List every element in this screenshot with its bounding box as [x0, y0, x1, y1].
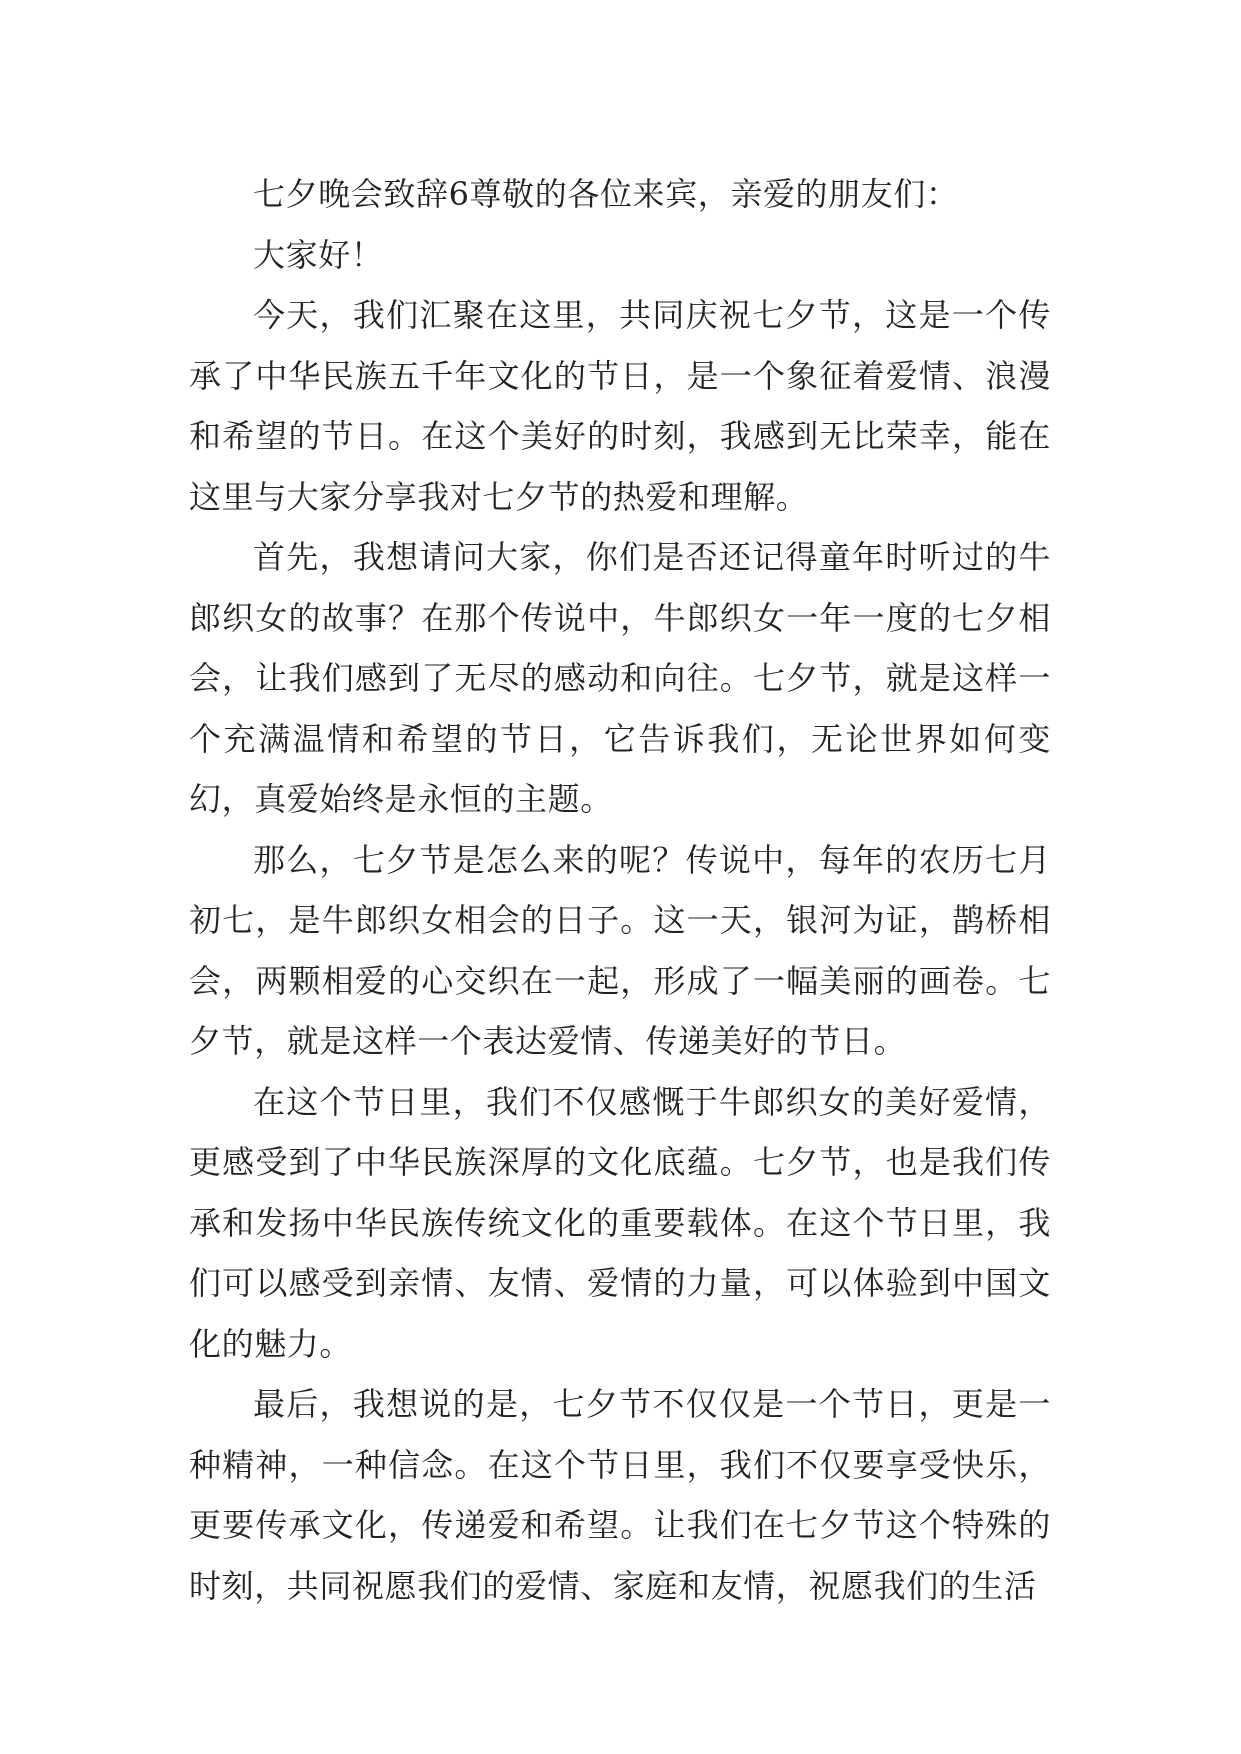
document-body: [189, 164, 1051, 1616]
paragraph-5: 最后，我想说的是，七夕节不仅仅是一个节日，更是一种精神，一种信念。在这个节日里，我们不仅要享受快乐，更要传承文化，传递爱和希望。让我们在七夕节这个特殊的时刻，共同祝愿我们的爱情、家庭和友情，祝愿我们的生活: [189, 1385, 1051, 1605]
paragraph-1: 今天，我们汇聚在这里，共同庆祝七夕节，这是一个传承了中华民族五千年文化的节日，是一个象征着爱情、浪漫和希望的节日。在这个美好的时刻，我感到无比荣幸，能在这里与大家分享我对七夕节的热爱和理解。: [189, 296, 1051, 516]
paragraph-greeting: 大家好！: [253, 235, 384, 274]
paragraph-4: 在这个节日里，我们不仅感慨于牛郎织女的美好爱情，更感受到了中华民族深厚的文化底蕴。七夕节，也是我们传承和发扬中华民族传统文化的重要载体。在这个节日里，我们可以感受到亲情、友情、爱情的力量，可以体验到中国文化的魅力。: [189, 1082, 1051, 1363]
paragraph-3: 那么，七夕节是怎么来的呢？传说中，每年的农历七月初七，是牛郎织女相会的日子。这一天，银河为证，鹊桥相会，两颗相爱的心交织在一起，形成了一幅美丽的画卷。七夕节，就是这样一个表达爱情、传递美好的节日。: [189, 840, 1051, 1060]
paragraph-heading: 七夕晚会致辞6尊敬的各位来宾，亲爱的朋友们：: [253, 175, 959, 213]
paragraph-2: 首先，我想请问大家，你们是否还记得童年时听过的牛郎织女的故事？在那个传说中，牛郎织女一年一度的七夕相会，让我们感到了无尽的感动和向往。七夕节，就是这样一个充满温情和希望的节日，它告诉我们，无论世界如何变幻，真爱始终是永恒的主题。: [189, 538, 1051, 818]
